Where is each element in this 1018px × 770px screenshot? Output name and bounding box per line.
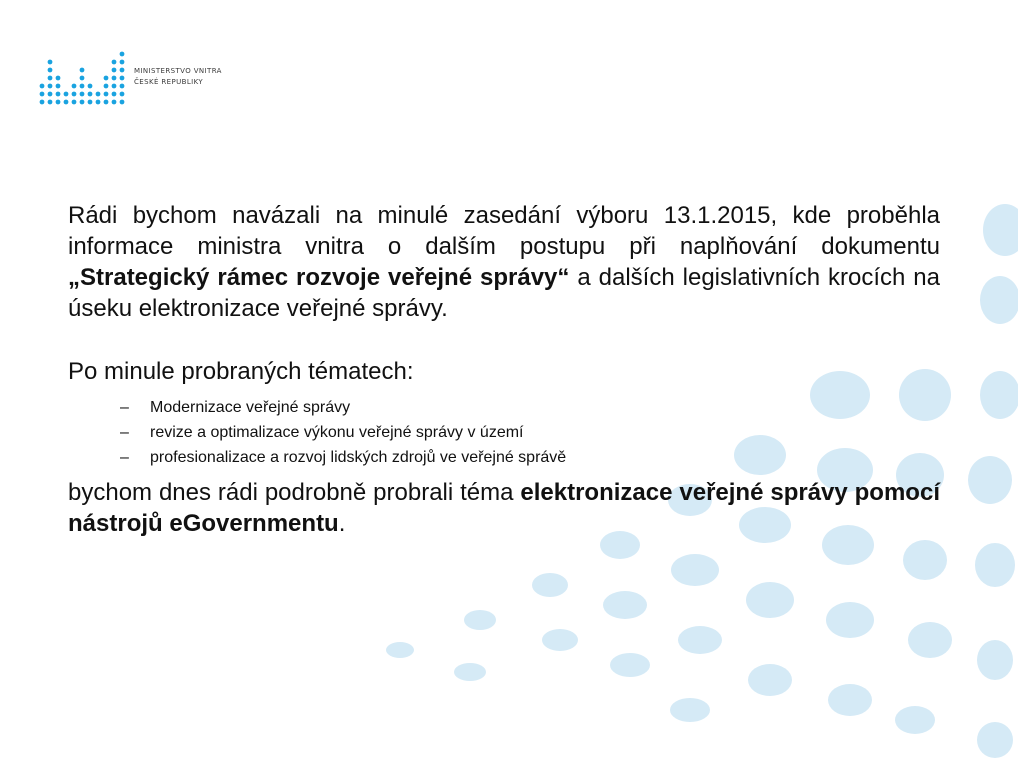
logo-dot <box>104 76 109 81</box>
logo-dot <box>120 92 125 97</box>
logo-dot <box>56 92 61 97</box>
logo-text-line-2: ČESKÉ REPUBLIKY <box>134 78 204 86</box>
logo-dot <box>120 60 125 65</box>
conclusion-text-2: . <box>338 510 346 537</box>
topic-item: – revize a optimalizace výkonu veřejné správy v území <box>120 420 940 445</box>
document-title: „Strategický rámec rozvoje veřejné správy“ <box>68 264 570 291</box>
logo-dot <box>88 92 93 97</box>
logo-dot <box>40 92 45 97</box>
logo-dot <box>112 76 117 81</box>
topics-lead: Po minule probraných tématech: <box>68 358 414 385</box>
logo-dot <box>104 92 109 97</box>
logo-dot <box>112 60 117 65</box>
topics-list <box>68 395 940 470</box>
background-dot <box>980 371 1018 419</box>
logo-dot <box>40 84 45 89</box>
background-dot <box>746 582 794 618</box>
logo-dot <box>48 100 53 105</box>
background-dot <box>542 629 578 651</box>
logo-dot <box>48 92 53 97</box>
logo-dot <box>72 100 77 105</box>
background-dot <box>968 456 1012 504</box>
background-dot <box>895 706 935 734</box>
background-dot <box>454 663 486 681</box>
logo-dot <box>56 100 61 105</box>
topic-item: – Modernizace veřejné správy <box>120 395 940 420</box>
intro-text-2: a dalších legislativních krocích na úseku elektronizace veřejné správy. <box>68 264 941 322</box>
logo-dot <box>120 84 125 89</box>
logo-dot <box>48 84 53 89</box>
background-dot <box>748 664 792 696</box>
logo-dot <box>80 92 85 97</box>
intro-paragraph <box>68 200 940 324</box>
background-dot <box>908 622 952 658</box>
logo-dot <box>48 76 53 81</box>
logo-dot <box>72 84 77 89</box>
logo-dot <box>48 68 53 73</box>
logo-dot <box>80 100 85 105</box>
logo-dot <box>112 84 117 89</box>
logo-dot <box>64 92 69 97</box>
logo-dot <box>48 60 53 65</box>
logo-dot <box>112 68 117 73</box>
background-dot <box>670 698 710 722</box>
logo-dot <box>72 92 77 97</box>
ministry-logo-icon <box>38 44 128 106</box>
logo-dot <box>112 100 117 105</box>
background-dot <box>975 543 1015 587</box>
background-dot <box>678 626 722 654</box>
logo-dot <box>56 84 61 89</box>
logo-dot <box>80 68 85 73</box>
logo-dot <box>120 52 125 57</box>
conclusion-topic: elektronizace veřejné správy pomocí nástrojů eGovernmentu <box>68 479 940 537</box>
logo-dot <box>96 100 101 105</box>
logo-dot <box>96 92 101 97</box>
background-dot <box>983 204 1018 256</box>
topic-item: – profesionalizace a rozvoj lidských zdrojů ve veřejné správě <box>120 445 940 470</box>
logo-text-line-1: MINISTERSTVO VNITRA <box>134 67 222 75</box>
logo-dot <box>120 100 125 105</box>
logo-dot <box>64 100 69 105</box>
background-dot <box>464 610 496 630</box>
background-dot <box>610 653 650 677</box>
slide-content <box>68 200 940 539</box>
logo-dot <box>120 68 125 73</box>
logo-dot <box>104 84 109 89</box>
logo-dot <box>88 84 93 89</box>
logo-dot <box>104 100 109 105</box>
background-dot <box>977 722 1013 758</box>
logo-dot <box>80 76 85 81</box>
logo-dot <box>88 100 93 105</box>
background-dot <box>603 591 647 619</box>
background-dot <box>826 602 874 638</box>
logo-dot <box>120 76 125 81</box>
logo-dot <box>56 76 61 81</box>
background-dot <box>903 540 947 580</box>
intro-text-1: Rádi bychom navázali na minulé zasedání výboru 13.1.2015, kde proběhla informace ministra vnitra o dalším postupu při naplňování dokumentu <box>68 202 940 260</box>
background-dot <box>532 573 568 597</box>
background-dot <box>671 554 719 586</box>
background-dot <box>386 642 414 658</box>
background-dot <box>980 276 1018 324</box>
background-dot <box>828 684 872 716</box>
logo-dot <box>112 92 117 97</box>
conclusion-text-1: bychom dnes rádi podrobně probrali téma <box>68 479 521 506</box>
logo-dot <box>40 100 45 105</box>
logo-dot <box>80 84 85 89</box>
background-dot <box>977 640 1013 680</box>
conclusion-paragraph <box>68 477 940 539</box>
